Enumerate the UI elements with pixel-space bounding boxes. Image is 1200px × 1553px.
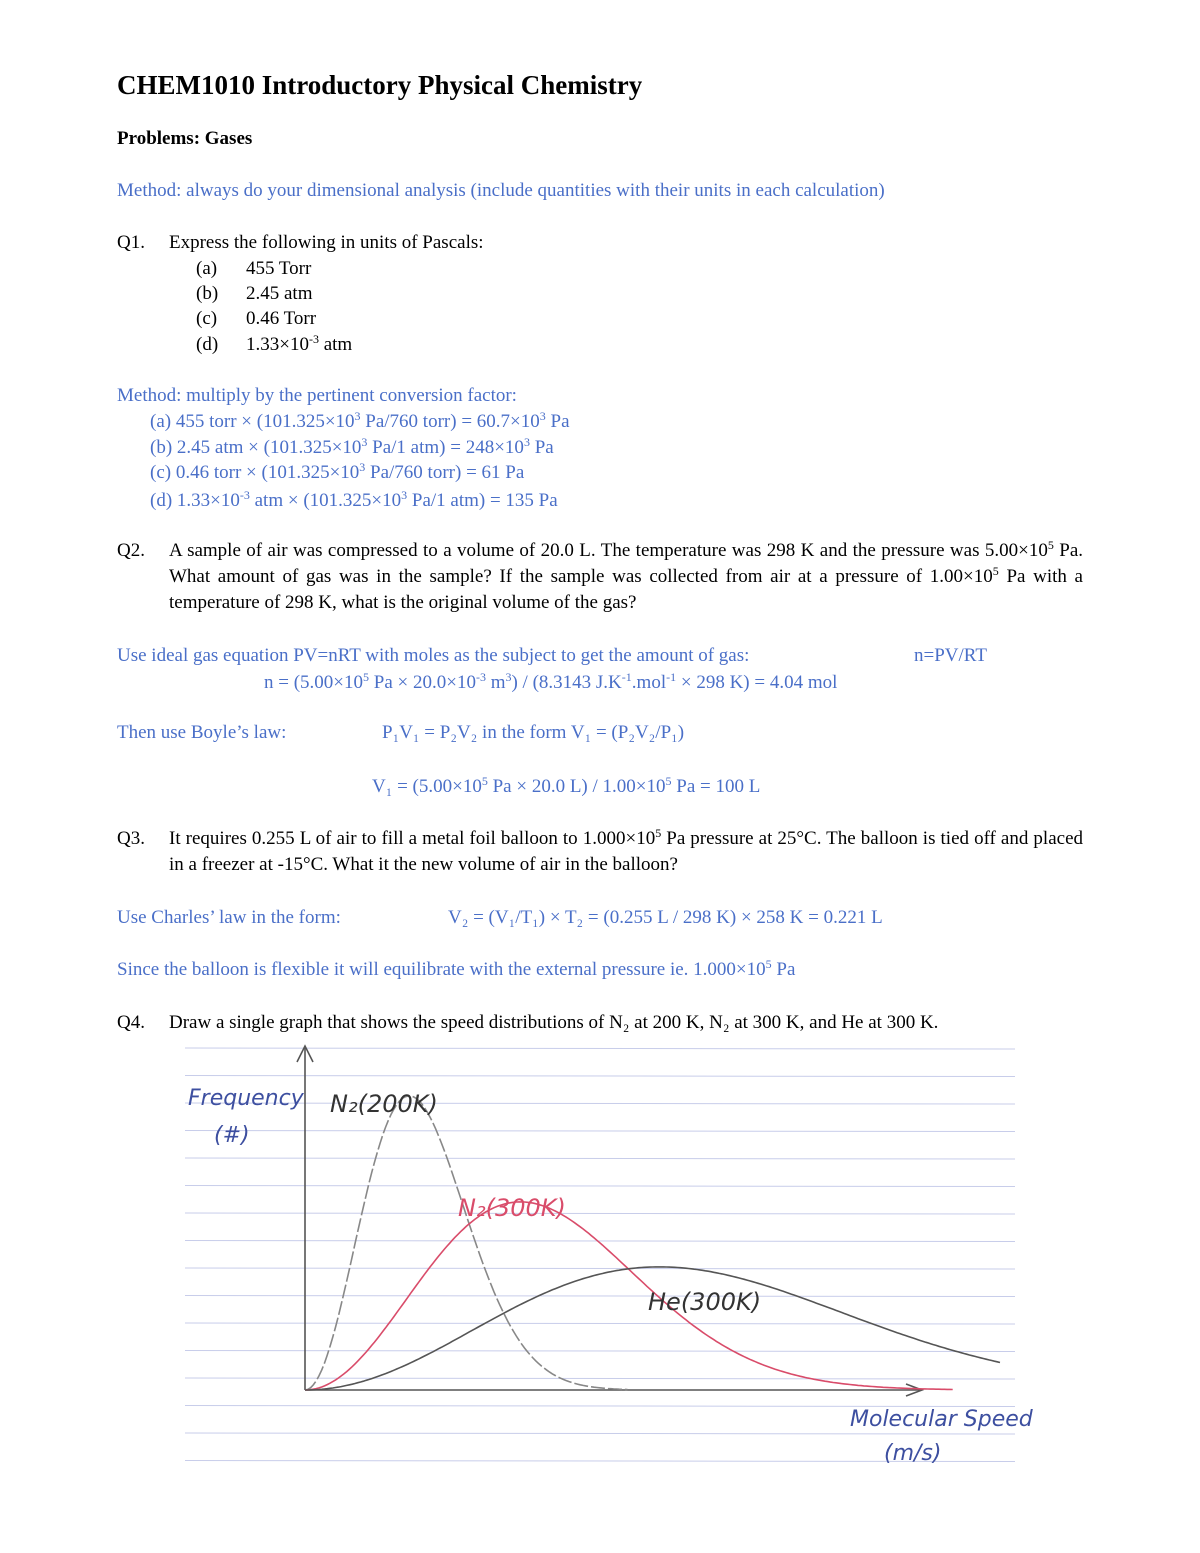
q1-part: (d) $1.33\times 10^{-3}$ atm	[196, 332, 352, 358]
series-label-2: He(300K)	[648, 1288, 762, 1316]
q4-label: Q4.	[117, 1012, 145, 1033]
q1-question	[117, 230, 484, 256]
ruled-line	[185, 1131, 1015, 1132]
q3-label: Q3.	[117, 828, 145, 849]
q1-answer: (d) $1.33\times 10^{-3}$ atm × ($101.325\times 10^3$ Pa/1 atm) = 135 Pa	[150, 488, 558, 511]
ruled-line	[185, 1268, 1015, 1269]
q2-ideal-text: Use ideal gas equation PV=nRT with moles as the subject to get the amount of gas:	[117, 645, 750, 666]
q4-prompt: Draw a single graph that shows the speed distributions of N₂ at 200 K, N₂ at 300 K, and He at 300 K.	[169, 1012, 939, 1033]
q1-prompt: Express the following in units of Pascals:	[169, 232, 484, 253]
page-title: CHEM1010 Introductory Physical Chemistry	[117, 70, 643, 100]
ruled-line	[185, 1158, 1015, 1159]
ruled-line	[185, 1241, 1015, 1242]
ruled-line	[185, 1213, 1015, 1214]
q1-part-label: (d)	[196, 334, 219, 355]
q1-answer: (b) 2.45 atm × ($101.325\times 10^3$ Pa/1 $atm) = 248\times 10^3$ Pa	[150, 435, 554, 458]
q2-boyle-calc: $V_1 = (5.00\times 10^5$ Pa × 20.0 $L) / 1.00\times 10^5$ Pa = 100 L	[372, 774, 761, 797]
q2-question	[117, 538, 169, 564]
q1-part: (c) 0.46 Torr	[196, 306, 316, 332]
q2-ideal-formula: n=PV/RT	[914, 645, 987, 666]
q1-part: (a) 455 Torr	[196, 256, 311, 282]
q1-part-label: (a)	[196, 258, 218, 279]
ruled-line	[185, 1296, 1015, 1297]
series-label-1: N₂(300K)	[458, 1194, 566, 1222]
q1-label: Q1.	[117, 232, 145, 253]
q3-charles-label: Use Charles’ law in the form:	[117, 907, 341, 928]
notebook-ruled-lines	[185, 1048, 1015, 1462]
y-axis-label: Frequency	[188, 1086, 304, 1111]
q3-charles-formula: V₂ = (V₁/T₁) × T₂ = (0.255 L / 298 K) × 258 K = 0.221 L	[448, 907, 883, 928]
q3-question	[117, 826, 169, 852]
q1-part-label: (c)	[196, 308, 218, 329]
x-axis-label: Molecular Speed	[850, 1407, 1033, 1432]
series-curve-2	[305, 1267, 1000, 1390]
q2-moles-calc: $n = (5.00\times 10^5$ $Pa \times 20.0\times 10^{-3}$ $m^3) / (8.3143$ $J.K^{-1}.mol^{-1} \times 298$ K) = 4.04 mol	[264, 670, 838, 693]
speed-distribution-chart	[0, 1030, 1200, 1510]
q2-boyle-formula: P₁V₁ = P₂V₂ in the form V₁ = (P₂V₂/P₁)	[382, 722, 685, 743]
ruled-line	[185, 1186, 1015, 1187]
ruled-line	[185, 1103, 1015, 1104]
series-curve-0	[305, 1096, 628, 1390]
ruled-line	[185, 1048, 1015, 1049]
q1-part-label: (b)	[196, 283, 219, 304]
q2-text: A sample of air was compressed to a volume of 20.0 L. The temperature was 298 K and the pressure was $5.00\times 10^5$ Pa. What amount of gas was in the sample? If the sample was collected from air at a pressure of $1.00\times 10^5$ Pa with a temperature of 298 K, what is the original volume of the gas?	[169, 538, 1084, 613]
q1-part: (b) 2.45 atm	[196, 281, 313, 307]
q3-text: It requires 0.255 L of air to fill a metal foil balloon to $1.000\times 10^5$ Pa pressure at 25°C. The balloon is tied off and placed in a freezer at -15°C. What it the new volume of air in the balloon?	[169, 826, 1083, 875]
ruled-line	[185, 1433, 1015, 1434]
q1-method: Method: multiply by the pertinent conversion factor:	[117, 385, 517, 406]
q1-answer: (c) 0.46 torr × ($101.325\times 10^3$ Pa/760 torr) = 61 Pa	[150, 460, 525, 483]
ruled-line	[185, 1351, 1015, 1352]
y-axis-label-unit: (#)	[214, 1123, 250, 1148]
q2-label: Q2.	[117, 540, 145, 561]
x-axis-label-unit: (m/s)	[884, 1441, 942, 1466]
q1-answer: (a) 455 torr × ($101.325\times 10^3$ Pa/760 torr) = $60.7\times 10^3$ Pa	[150, 409, 570, 432]
page-subtitle: Problems: Gases	[117, 128, 253, 149]
series-label-0: N₂(200K)	[330, 1090, 438, 1118]
q2-boyle-label: Then use Boyle’s law:	[117, 722, 287, 743]
ruled-line	[185, 1323, 1015, 1324]
method-general: Method: always do your dimensional analysis (include quantities with their units in each calculation)	[117, 180, 885, 201]
q3-balloon-note: Since the balloon is flexible it will equilibrate with the external pressure ie. $1.000\times 10^5$ Pa	[117, 957, 796, 980]
ruled-line	[185, 1076, 1015, 1077]
ruled-line	[185, 1378, 1015, 1379]
